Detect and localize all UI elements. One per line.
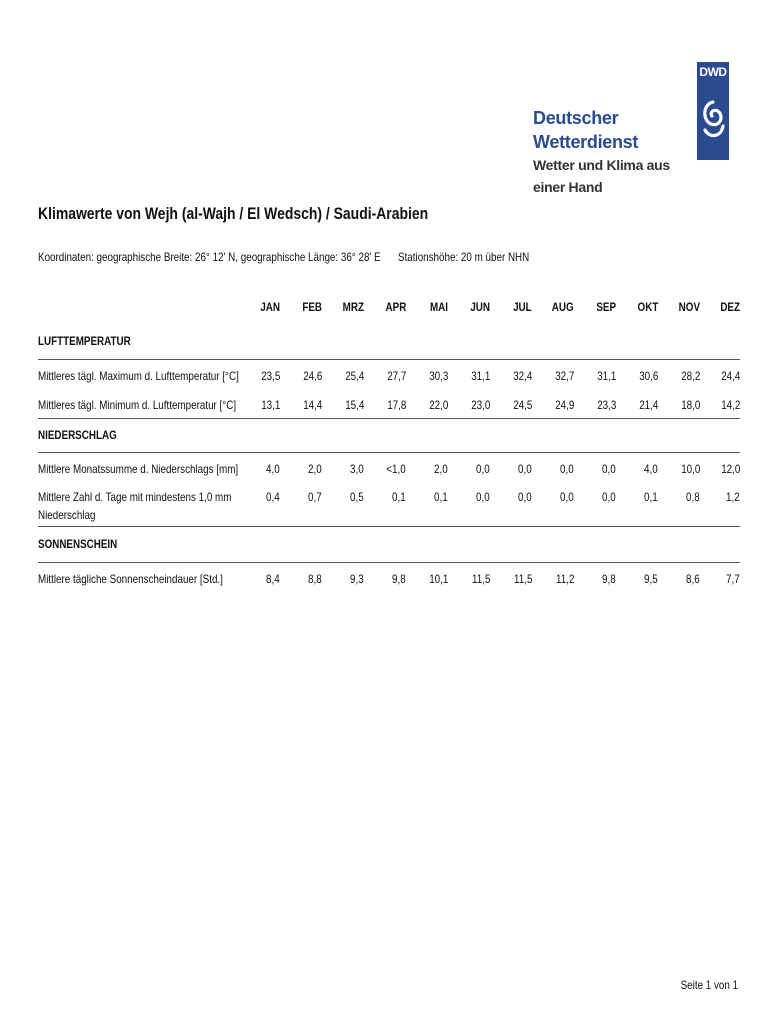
table-cell: 9,8 — [602, 572, 616, 586]
table-cell: 11,2 — [555, 572, 574, 586]
table-cell: 14,4 — [302, 398, 322, 412]
table-cell: 10,1 — [428, 572, 448, 586]
month-header: JAN — [260, 300, 280, 314]
table-cell: 8,4 — [266, 572, 280, 586]
table-cell: 7,7 — [726, 572, 740, 586]
table-cell: 32,7 — [554, 369, 574, 383]
table-cell: 4,0 — [266, 462, 280, 476]
month-header: AUG — [552, 300, 574, 314]
table-cell: 32,4 — [512, 369, 532, 383]
table-cell: 0,0 — [518, 462, 532, 476]
table-cell: 8,6 — [686, 572, 700, 586]
table-cell: 0,0 — [476, 462, 490, 476]
table-cell: 0,0 — [602, 462, 616, 476]
divider — [38, 418, 740, 419]
divider — [38, 359, 740, 360]
table-cell: 0,8 — [686, 490, 700, 504]
logo-slogan: Wetter und Klima aus einer Hand — [533, 157, 670, 195]
table-cell: 24,4 — [720, 369, 740, 383]
section-title: LUFTTEMPERATUR — [38, 334, 131, 348]
logo-name: Deutscher Wetterdienst — [533, 108, 639, 152]
dwd-logo-text — [533, 106, 693, 198]
table-cell: 15,4 — [344, 398, 364, 412]
table-cell: 10,0 — [680, 462, 700, 476]
section-title: NIEDERSCHLAG — [38, 428, 117, 442]
swirl-icon — [699, 94, 727, 144]
month-header: DEZ — [720, 300, 740, 314]
table-cell: 24,6 — [302, 369, 322, 383]
section-title: SONNENSCHEIN — [38, 537, 118, 551]
table-cell: 28,2 — [680, 369, 700, 383]
month-header: APR — [385, 300, 406, 314]
table-cell: 14,2 — [720, 398, 740, 412]
row-label: Mittlere tägliche Sonnenscheindauer [Std.] — [38, 572, 223, 586]
month-header: OKT — [637, 300, 658, 314]
row-label: Mittlere Zahl d. Tage mit mindestens 1,0 mm Niederschlag — [38, 490, 232, 522]
table-cell: 18,0 — [680, 398, 700, 412]
table-cell: 27,7 — [386, 369, 406, 383]
table-cell: 0,0 — [476, 490, 490, 504]
table-cell: 4,0 — [644, 462, 658, 476]
coordinates-text: Koordinaten: geographische Breite: 26° 12' N, geographische Länge: 36° 28' E — [38, 250, 381, 264]
page-title: Klimawerte von Wejh (al-Wajh / El Wedsch) / Saudi-Arabien — [38, 204, 429, 223]
table-cell: 25,4 — [344, 369, 364, 383]
table-cell: 0,4 — [266, 490, 280, 504]
table-cell: 12,0 — [720, 462, 740, 476]
table-cell: 11,5 — [513, 572, 532, 586]
table-cell: 0,0 — [602, 490, 616, 504]
table-cell: 23,3 — [596, 398, 616, 412]
table-cell: 11,5 — [471, 572, 490, 586]
month-header: JUL — [513, 300, 532, 314]
month-header: SEP — [596, 300, 616, 314]
table-cell: 0,1 — [644, 490, 658, 504]
row-label: Mittleres tägl. Minimum d. Lufttemperatur [°C] — [38, 398, 237, 412]
month-header: MAI — [429, 300, 448, 314]
table-cell: 1,2 — [726, 490, 740, 504]
table-cell: 23,5 — [260, 369, 280, 383]
table-cell: 22,0 — [428, 398, 448, 412]
table-cell: 30,6 — [638, 369, 658, 383]
divider — [38, 562, 740, 563]
table-cell: 24,5 — [512, 398, 532, 412]
logo-abbreviation: DWD — [699, 65, 727, 79]
table-cell: 9,5 — [644, 572, 658, 586]
table-cell: 31,1 — [596, 369, 616, 383]
table-cell: 2,0 — [308, 462, 322, 476]
month-header: FEB — [302, 300, 322, 314]
table-cell: 0,0 — [560, 462, 574, 476]
table-cell: 3,0 — [350, 462, 364, 476]
table-cell: 21,4 — [638, 398, 658, 412]
table-cell: <1,0 — [386, 462, 406, 476]
table-cell: 9,8 — [392, 572, 406, 586]
table-cell: 8,8 — [308, 572, 322, 586]
table-cell: 2,0 — [434, 462, 448, 476]
table-cell: 0,7 — [308, 490, 322, 504]
table-cell: 23,0 — [470, 398, 490, 412]
row-label: Mittleres tägl. Maximum d. Lufttemperatur [°C] — [38, 369, 239, 383]
table-cell: 13,1 — [260, 398, 280, 412]
table-cell: 0,1 — [434, 490, 448, 504]
table-cell: 0,5 — [350, 490, 364, 504]
station-height-text: Stationshöhe: 20 m über NHN — [398, 250, 530, 264]
table-cell: 30,3 — [428, 369, 448, 383]
table-cell: 24,9 — [554, 398, 574, 412]
dwd-logo-badge — [697, 62, 729, 160]
table-cell: 9,3 — [350, 572, 364, 586]
table-cell: 31,1 — [470, 369, 490, 383]
month-header: NOV — [678, 300, 700, 314]
table-cell: 0,1 — [392, 490, 406, 504]
divider — [38, 452, 740, 453]
month-header: JUN — [470, 300, 490, 314]
month-header: MRZ — [342, 300, 364, 314]
row-label: Mittlere Monatssumme d. Niederschlags [mm] — [38, 462, 239, 476]
page-footer: Seite 1 von 1 — [680, 978, 738, 992]
table-cell: 0,0 — [560, 490, 574, 504]
table-cell: 0,0 — [518, 490, 532, 504]
table-cell: 17,8 — [386, 398, 406, 412]
divider — [38, 526, 740, 527]
